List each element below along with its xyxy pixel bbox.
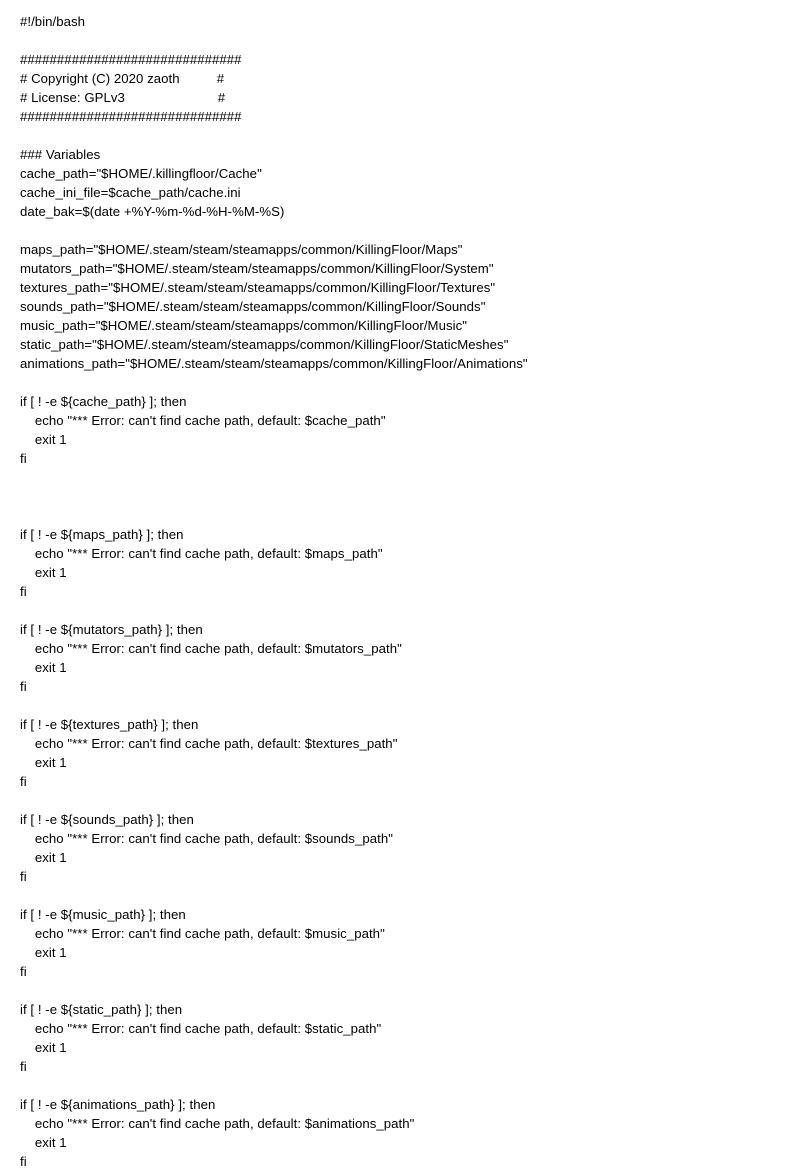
code-blank-line xyxy=(20,791,773,810)
code-line: ############################## xyxy=(20,52,242,67)
code-blank-line xyxy=(20,487,773,506)
code-line: if [ ! -e ${sounds_path} ]; then xyxy=(20,812,194,827)
code-line: if [ ! -e ${animations_path} ]; then xyxy=(20,1097,216,1112)
code-line: if [ ! -e ${static_path} ]; then xyxy=(20,1002,183,1017)
code-line: fi xyxy=(20,964,27,979)
code-line: date_bak=$(date +%Y-%m-%d-%H-%M-%S) xyxy=(20,204,285,219)
code-blank-line xyxy=(20,31,773,50)
code-line: echo "*** Error: can't find cache path, default: $maps_path" xyxy=(20,546,383,561)
code-line: exit 1 xyxy=(20,850,67,865)
code-line: exit 1 xyxy=(20,565,67,580)
code-blank-line xyxy=(20,696,773,715)
code-blank-line xyxy=(20,221,773,240)
code-line: exit 1 xyxy=(20,1135,67,1150)
code-line: exit 1 xyxy=(20,1040,67,1055)
code-line: exit 1 xyxy=(20,432,67,447)
code-line: # Copyright (C) 2020 zaoth # xyxy=(20,71,225,86)
code-line: echo "*** Error: can't find cache path, default: $mutators_path" xyxy=(20,641,402,656)
code-line: fi xyxy=(20,774,27,789)
code-line: if [ ! -e ${mutators_path} ]; then xyxy=(20,622,203,637)
code-line: echo "*** Error: can't find cache path, default: $static_path" xyxy=(20,1021,382,1036)
code-line: static_path="$HOME/.steam/steam/steamapps/common/KillingFloor/StaticMeshes" xyxy=(20,337,509,352)
code-line: echo "*** Error: can't find cache path, default: $sounds_path" xyxy=(20,831,393,846)
code-line: music_path="$HOME/.steam/steam/steamapps/common/KillingFloor/Music" xyxy=(20,318,467,333)
code-line: exit 1 xyxy=(20,660,67,675)
code-line: fi xyxy=(20,869,27,884)
code-line: if [ ! -e ${maps_path} ]; then xyxy=(20,527,184,542)
code-line: animations_path="$HOME/.steam/steam/steamapps/common/KillingFloor/Animations" xyxy=(20,356,528,371)
code-line: if [ ! -e ${textures_path} ]; then xyxy=(20,717,199,732)
code-blank-line xyxy=(20,126,773,145)
code-line: exit 1 xyxy=(20,755,67,770)
code-line: echo "*** Error: can't find cache path, default: $cache_path" xyxy=(20,413,386,428)
code-line: maps_path="$HOME/.steam/steam/steamapps/common/KillingFloor/Maps" xyxy=(20,242,463,257)
code-blank-line xyxy=(20,1076,773,1095)
code-line: cache_path="$HOME/.killingfloor/Cache" xyxy=(20,166,262,181)
code-blank-line xyxy=(20,601,773,620)
code-line: textures_path="$HOME/.steam/steam/steamapps/common/KillingFloor/Textures" xyxy=(20,280,496,295)
code-line: sounds_path="$HOME/.steam/steam/steamapps/common/KillingFloor/Sounds" xyxy=(20,299,486,314)
code-line: echo "*** Error: can't find cache path, default: $animations_path" xyxy=(20,1116,415,1131)
code-line: fi xyxy=(20,1154,27,1169)
code-line: fi xyxy=(20,584,27,599)
code-line: fi xyxy=(20,451,27,466)
code-line: ### Variables xyxy=(20,147,101,162)
code-line: cache_ini_file=$cache_path/cache.ini xyxy=(20,185,241,200)
code-blank-line xyxy=(20,506,773,525)
code-line: if [ ! -e ${cache_path} ]; then xyxy=(20,394,187,409)
code-blank-line xyxy=(20,981,773,1000)
code-line: # License: GPLv3 # xyxy=(20,90,226,105)
code-line: #!/bin/bash xyxy=(20,14,86,29)
code-line: mutators_path="$HOME/.steam/steam/steamapps/common/KillingFloor/System" xyxy=(20,261,494,276)
code-blank-line xyxy=(20,468,773,487)
code-line: echo "*** Error: can't find cache path, default: $music_path" xyxy=(20,926,385,941)
code-line: fi xyxy=(20,679,27,694)
code-line: echo "*** Error: can't find cache path, default: $textures_path" xyxy=(20,736,398,751)
code-line: fi xyxy=(20,1059,27,1074)
code-line: ############################## xyxy=(20,109,242,124)
code-blank-line xyxy=(20,373,773,392)
code-line: exit 1 xyxy=(20,945,67,960)
script-source-text xyxy=(20,12,773,1171)
code-blank-line xyxy=(20,886,773,905)
code-line: if [ ! -e ${music_path} ]; then xyxy=(20,907,186,922)
